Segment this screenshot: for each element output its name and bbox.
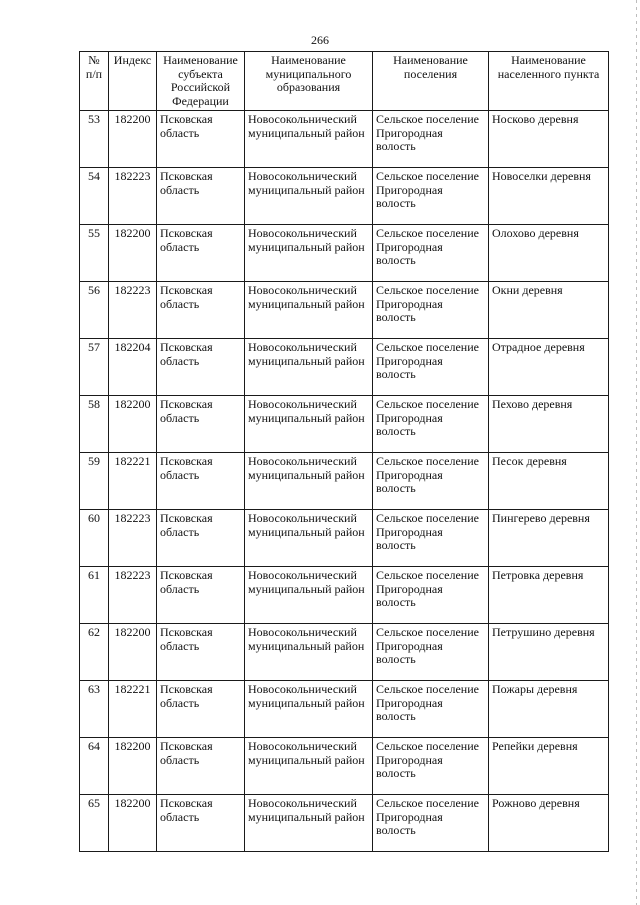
cell-index: 182221 [109,453,157,510]
cell-municipality: Новосокольнический муниципальный район [245,681,373,738]
cell-subject: Псковская область [157,510,245,567]
header-index: Индекс [109,52,157,111]
cell-number: 54 [80,168,109,225]
page-number: 266 [311,33,329,47]
table-row [80,225,609,282]
cell-subject: Псковская область [157,111,245,168]
table-row [80,795,609,852]
cell-locality: Пехово деревня [489,396,609,453]
cell-number: 62 [80,624,109,681]
cell-index: 182200 [109,738,157,795]
table-row [80,282,609,339]
cell-locality: Олохово деревня [489,225,609,282]
cell-index: 182204 [109,339,157,396]
cell-index: 182200 [109,225,157,282]
cell-number: 55 [80,225,109,282]
cell-number: 61 [80,567,109,624]
cell-settlement: Сельское поселение Пригородная волость [373,738,489,795]
cell-subject: Псковская область [157,168,245,225]
cell-settlement: Сельское поселение Пригородная волость [373,339,489,396]
table-header-row [80,52,609,111]
cell-subject: Псковская область [157,396,245,453]
cell-settlement: Сельское поселение Пригородная волость [373,282,489,339]
cell-number: 53 [80,111,109,168]
cell-index: 182200 [109,624,157,681]
cell-locality: Окни деревня [489,282,609,339]
header-municipality: Наименование муниципального образования [245,52,373,111]
cell-index: 182200 [109,396,157,453]
cell-index: 182221 [109,681,157,738]
cell-municipality: Новосокольнический муниципальный район [245,111,373,168]
cell-locality: Репейки деревня [489,738,609,795]
header-subject: Наименование субъекта Российской Федерации [157,52,245,111]
header-number: № п/п [80,52,109,111]
cell-locality: Петровка деревня [489,567,609,624]
cell-subject: Псковская область [157,624,245,681]
cell-subject: Псковская область [157,681,245,738]
table-row [80,738,609,795]
cell-settlement: Сельское поселение Пригородная волость [373,111,489,168]
cell-index: 182200 [109,795,157,852]
cell-municipality: Новосокольнический муниципальный район [245,795,373,852]
cell-subject: Псковская область [157,795,245,852]
cell-index: 182223 [109,567,157,624]
cell-subject: Псковская область [157,282,245,339]
cell-index: 182200 [109,111,157,168]
cell-municipality: Новосокольнический муниципальный район [245,567,373,624]
cell-subject: Псковская область [157,738,245,795]
table-row [80,339,609,396]
cell-municipality: Новосокольнический муниципальный район [245,282,373,339]
cell-number: 59 [80,453,109,510]
cell-municipality: Новосокольнический муниципальный район [245,453,373,510]
header-locality: Наименование населенного пункта [489,52,609,111]
cell-number: 60 [80,510,109,567]
cell-municipality: Новосокольнический муниципальный район [245,225,373,282]
cell-municipality: Новосокольнический муниципальный район [245,339,373,396]
table-row [80,567,609,624]
cell-settlement: Сельское поселение Пригородная волость [373,624,489,681]
cell-municipality: Новосокольнический муниципальный район [245,396,373,453]
cell-number: 56 [80,282,109,339]
cell-municipality: Новосокольнический мунициnальный район [245,624,373,681]
table-row [80,510,609,567]
cell-number: 63 [80,681,109,738]
cell-settlement: Сельское поселение Пригородная волость [373,396,489,453]
table-row [80,624,609,681]
cell-number: 58 [80,396,109,453]
localities-table [79,51,609,852]
cell-number: 64 [80,738,109,795]
header-settlement: Наименование поселения [373,52,489,111]
cell-subject: Псковская область [157,339,245,396]
cell-number: 57 [80,339,109,396]
cell-locality: Петрушино деревня [489,624,609,681]
scan-edge-line [636,0,637,905]
cell-locality: Пингерево деревня [489,510,609,567]
cell-settlement: Сельское поселение Пригородная волость [373,567,489,624]
cell-settlement: Сельское поселение Пригородная волость [373,795,489,852]
cell-municipality: Новосокольнический муниципальный район [245,510,373,567]
cell-locality: Пожары деревня [489,681,609,738]
table-row [80,453,609,510]
cell-subject: Псковская область [157,567,245,624]
cell-municipality: Новосокольнический муниципальный район [245,738,373,795]
cell-index: 182223 [109,168,157,225]
cell-index: 182223 [109,282,157,339]
table-row [80,396,609,453]
cell-settlement: Сельское поселение Пригородная волость [373,225,489,282]
cell-number: 65 [80,795,109,852]
table-row [80,111,609,168]
table-row [80,681,609,738]
cell-locality: Отрадное деревня [489,339,609,396]
table-row [80,168,609,225]
cell-subject: Псковская область [157,453,245,510]
cell-settlement: Сельское поселение Пригородная волость [373,681,489,738]
cell-settlement: Сельское поселение Пригородная волость [373,510,489,567]
cell-locality: Носково деревня [489,111,609,168]
cell-locality: Рожново деревня [489,795,609,852]
cell-locality: Песок деревня [489,453,609,510]
cell-settlement: Сельское поселение Пригородная волость [373,168,489,225]
cell-subject: Псковская область [157,225,245,282]
cell-municipality: Новосокольнический муниципальный район [245,168,373,225]
cell-settlement: Сельское поселение Пригородная волость [373,453,489,510]
cell-locality: Новоселки деревня [489,168,609,225]
table-body [80,111,609,852]
cell-index: 182223 [109,510,157,567]
